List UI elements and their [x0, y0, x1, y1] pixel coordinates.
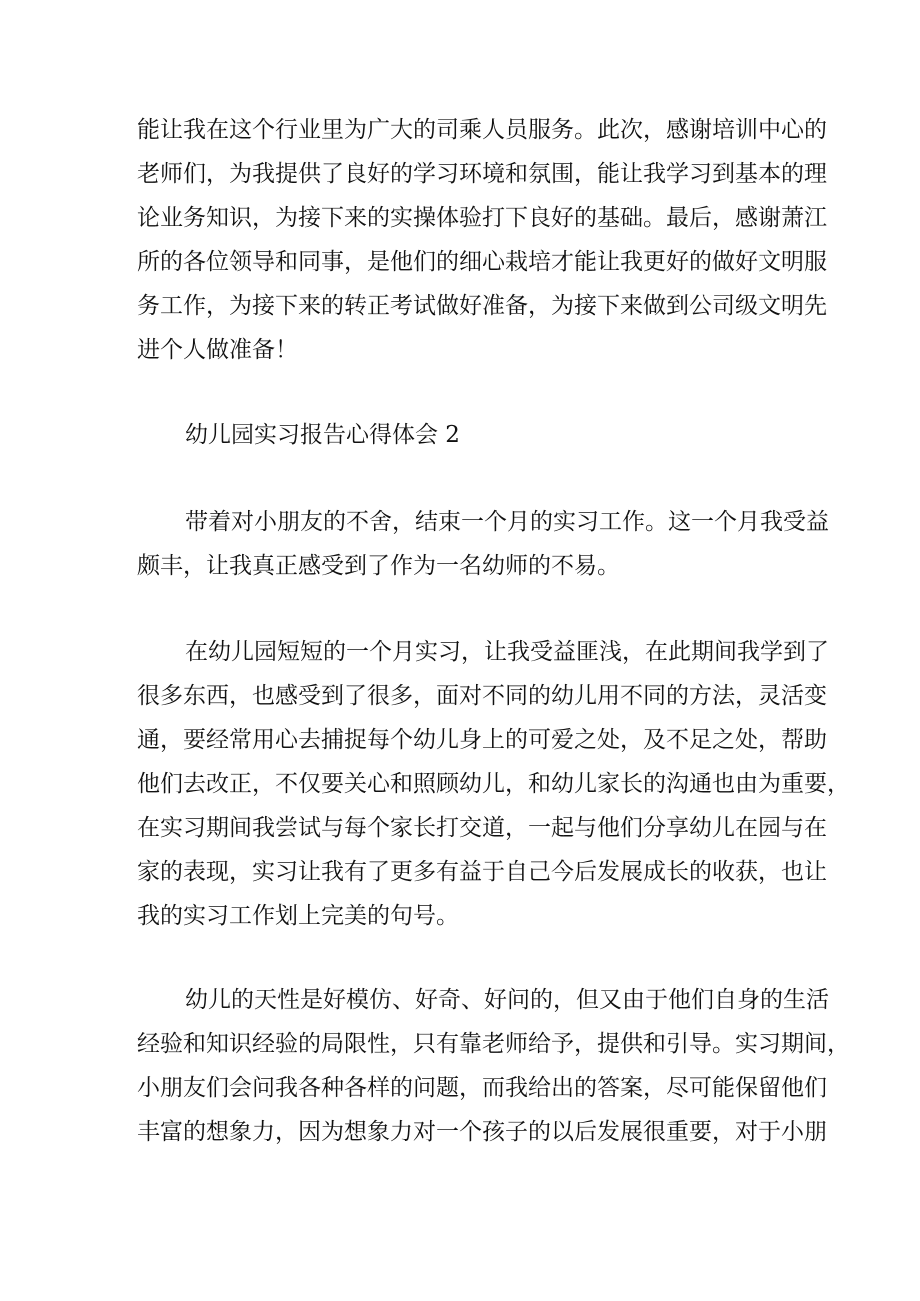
paragraph-line: 通，要经常用心去捕捉每个幼儿身上的可爱之处，及不足之处，帮助: [137, 727, 827, 753]
section-title-text: 幼儿园实习报告心得体会 2: [185, 422, 460, 448]
paragraph-line: 论业务知识，为接下来的实操体验打下良好的基础。最后，感谢萧江: [137, 205, 827, 231]
paragraph-line: 务工作，为接下来的转正考试做好准备，为接下来做到公司级文明先: [137, 293, 827, 319]
paragraph-line: 进个人做准备！: [137, 337, 298, 363]
paragraph-line: 他们去改正，不仅要关心和照顾幼儿，和幼儿家长的沟通也由为重要，: [137, 771, 850, 797]
paragraph-line: 丰富的想象力，因为想象力对一个孩子的以后发展很重要，对于小朋: [137, 1119, 827, 1145]
paragraph-line: 颇丰，让我真正感受到了作为一名幼师的不易。: [137, 553, 620, 579]
paragraph-line: 能让我在这个行业里为广大的司乘人员服务。此次，感谢培训中心的: [137, 117, 827, 143]
paragraph-1: [137, 500, 829, 588]
paragraph-line: 所的各位领导和同事，是他们的细心栽培才能让我更好的做好文明服: [137, 249, 827, 275]
paragraph-line: 很多东西，也感受到了很多，面对不同的幼儿用不同的方法，灵活变: [137, 683, 827, 709]
paragraph-line: 幼儿的天性是好模仿、好奇、好问的，但又由于他们自身的生活: [185, 987, 829, 1013]
section-title: [137, 413, 787, 457]
paragraph-line: 在实习期间我尝试与每个家长打交道，一起与他们分享幼儿在园与在: [137, 815, 827, 841]
paragraph-2: [137, 630, 850, 938]
paragraph-line: 老师们，为我提供了良好的学习环境和氛围，能让我学习到基本的理: [137, 161, 827, 187]
paragraph-line: 我的实习工作划上完美的句号。: [137, 903, 459, 929]
paragraph-line: 家的表现，实习让我有了更多有益于自己今后发展成长的收获，也让: [137, 859, 827, 885]
paragraph-line: 带着对小朋友的不舍，结束一个月的实习工作。这一个月我受益: [185, 509, 829, 535]
paragraph-line: 在幼儿园短短的一个月实习，让我受益匪浅，在此期间我学到了: [185, 639, 829, 665]
paragraph-line: 经验和知识经验的局限性，只有靠老师给予，提供和引导。实习期间，: [137, 1031, 850, 1057]
continued-paragraph: [137, 108, 827, 372]
paragraph-3: [137, 978, 850, 1154]
paragraph-line: 小朋友们会问我各种各样的问题，而我给出的答案，尽可能保留他们: [137, 1075, 827, 1101]
